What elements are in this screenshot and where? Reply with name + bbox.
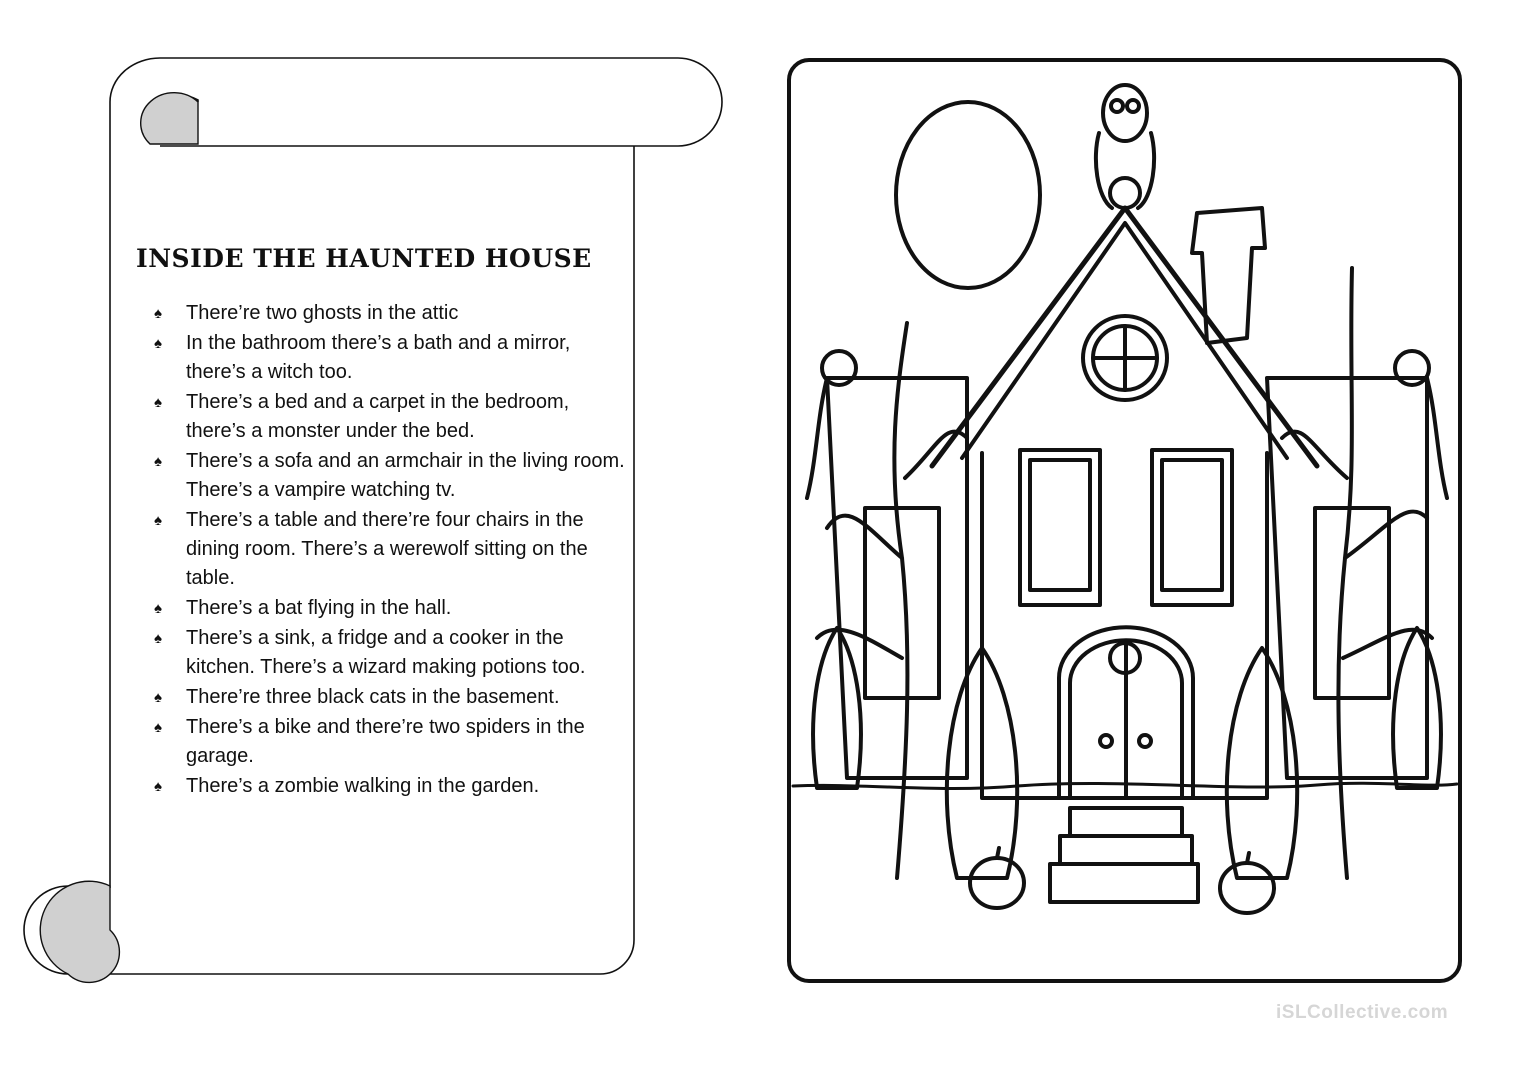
haunted-house-icon <box>787 58 1462 983</box>
list-item <box>152 299 632 328</box>
spade-icon: ♠ <box>154 778 162 795</box>
list-item <box>152 624 632 682</box>
list-item <box>152 329 632 387</box>
list-item-text: There’s a zombie walking in the garden. <box>186 775 540 797</box>
watermark-text: iSLCollective.com <box>1276 1002 1449 1023</box>
list-item-text: There’s a bat flying in the hall. <box>186 597 452 619</box>
spade-icon: ♠ <box>154 394 162 411</box>
moon-icon <box>896 102 1040 288</box>
spade-icon: ♠ <box>154 512 162 529</box>
list-item-text: There’re two ghosts in the attic <box>186 302 459 324</box>
list-item <box>152 683 632 712</box>
spade-icon: ♠ <box>154 453 162 470</box>
sentence-list <box>152 299 632 802</box>
spade-icon: ♠ <box>154 600 162 617</box>
top-curl-icon <box>141 93 198 144</box>
list-item-text: There’s a bike and there’re two spiders in the garage. <box>186 716 585 767</box>
list-item <box>152 447 632 505</box>
spade-icon: ♠ <box>154 689 162 706</box>
list-item <box>152 713 632 771</box>
spade-icon: ♠ <box>154 719 162 736</box>
list-item-text: In the bathroom there’s a bath and a mirror, there’s a witch too. <box>186 332 571 383</box>
spade-icon: ♠ <box>154 305 162 322</box>
spade-icon: ♠ <box>154 630 162 647</box>
list-item-text: There’s a sink, a fridge and a cooker in the kitchen. There’s a wizard making potions too. <box>186 627 586 678</box>
list-item-text: There’s a sofa and an armchair in the living room. There’s a vampire watching tv. <box>186 450 625 501</box>
list-item-text: There’s a bed and a carpet in the bedroom, there’s a monster under the bed. <box>186 391 570 442</box>
spade-icon: ♠ <box>154 335 162 352</box>
list-item <box>152 388 632 446</box>
list-item <box>152 506 632 593</box>
list-item <box>152 772 632 801</box>
list-item-text: There’s a table and there’re four chairs in the dining room. There’s a werewolf sitting on the table. <box>186 509 588 589</box>
list-item-text: There’re three black cats in the basement. <box>186 686 560 708</box>
list-item <box>152 594 632 623</box>
bottom-curl-icon <box>40 881 119 982</box>
worksheet-title: INSIDE THE HAUNTED HOUSE <box>136 244 592 273</box>
